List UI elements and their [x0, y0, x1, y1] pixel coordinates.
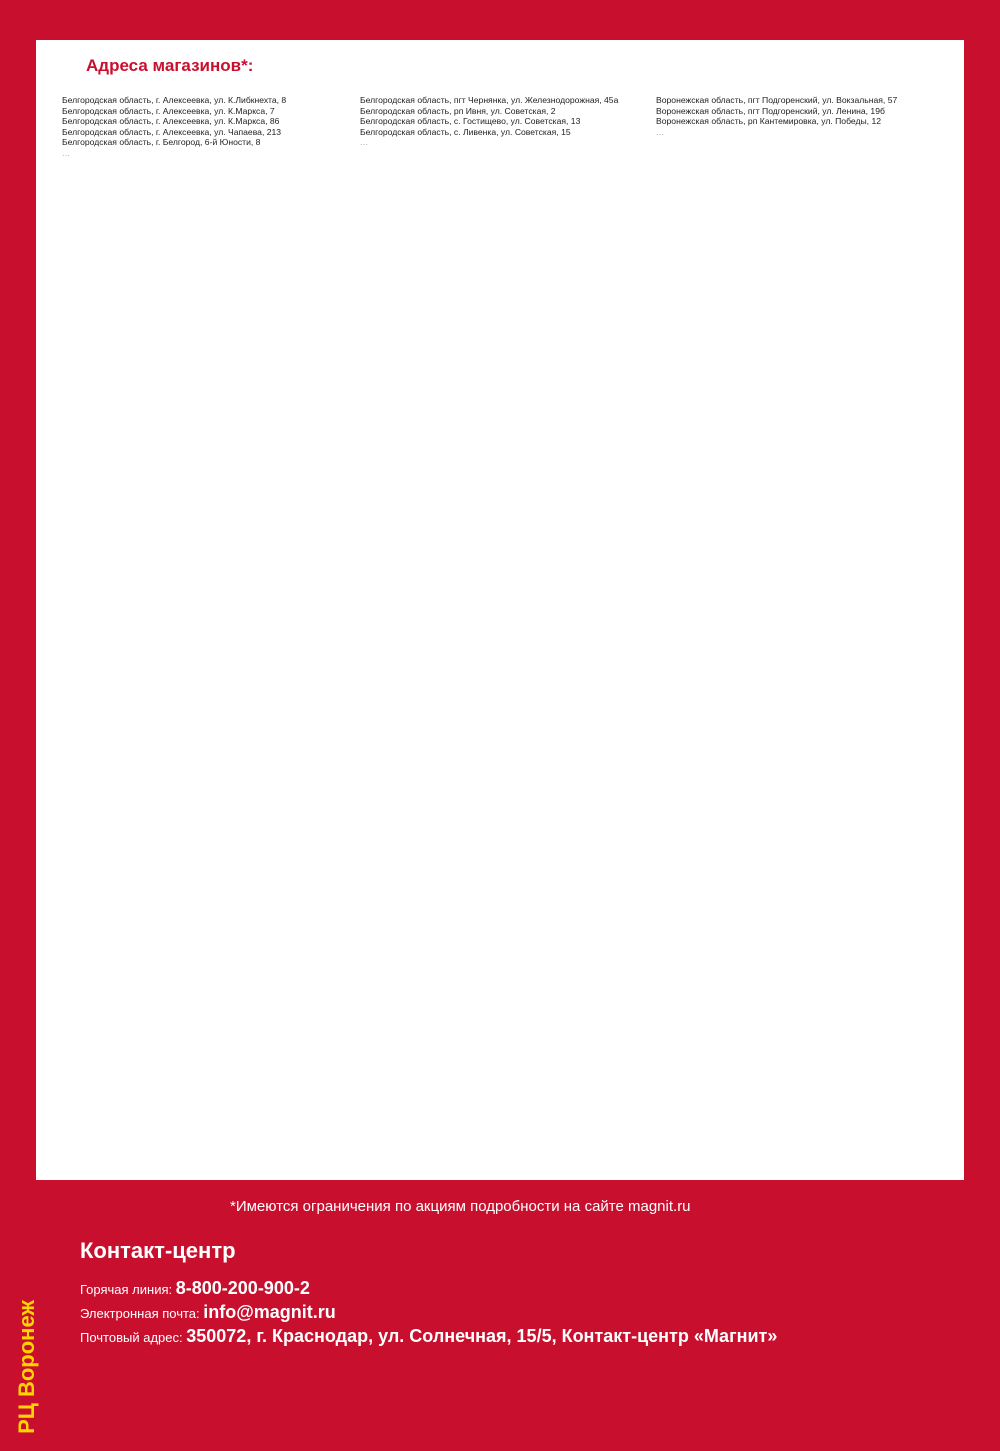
address-line: Белгородская область, с. Гостищево, ул. Советская, 13	[360, 116, 581, 126]
address-line: Белгородская область, с. Ливенка, ул. Советская, 15	[360, 126, 571, 137]
address-line: Белгородская область, пгт Чернянка, ул. Железнодорожная, 45а	[360, 95, 619, 105]
email-row	[80, 1302, 336, 1323]
address-panel	[36, 40, 964, 1180]
address-line: Воронежская область, пгт Подгоренский, ул. Вокзальная, 57	[656, 95, 898, 105]
post-address: 350072, г. Краснодар, ул. Солнечная, 15/5, Контакт-центр «Магнит»	[186, 1326, 778, 1346]
address-column-3	[656, 95, 948, 137]
hotline-row	[80, 1278, 310, 1299]
footer	[0, 1180, 1000, 1451]
address-column-2	[360, 95, 652, 148]
address-line: Белгородская область, г. Алексеевка, ул. К.Маркса, 86	[62, 116, 280, 126]
hotline-label: Горячая линия:	[80, 1282, 173, 1297]
omitted-marker: …	[360, 137, 369, 147]
address-line: Воронежская область, пгт Подгоренский, ул. Ленина, 19б	[656, 105, 885, 116]
omitted-marker: …	[656, 126, 665, 137]
address-line: Воронежская область, рп Кантемировка, ул. Победы, 12	[656, 116, 882, 126]
post-row	[80, 1326, 777, 1347]
address-line: Белгородская область, рп Ивня, ул. Советская, 2	[360, 105, 556, 116]
contact-title: Контакт-центр	[80, 1238, 236, 1263]
address-column-1	[62, 95, 354, 158]
region-label: РЦ Воронеж	[14, 1300, 39, 1434]
email-link[interactable]: info@magnit.ru	[203, 1302, 336, 1322]
email-label: Электронная почта:	[80, 1306, 200, 1321]
page-title: Адреса магазинов*:	[86, 56, 254, 75]
disclaimer: *Имеются ограничения по акциям подробности на сайте magnit.ru	[230, 1198, 691, 1215]
hotline-number[interactable]: 8-800-200-900-2	[175, 1278, 310, 1298]
address-line: Белгородская область, г. Алексеевка, ул. К.Либкнехта, 8	[62, 95, 287, 105]
post-label: Почтовый адрес:	[80, 1330, 183, 1345]
address-line: Белгородская область, г. Белгород, 6-й Юности, 8	[62, 137, 261, 147]
omitted-marker: …	[62, 147, 71, 158]
address-line: Белгородская область, г. Алексеевка, ул. Чапаева, 213	[62, 126, 282, 137]
address-line: Белгородская область, г. Алексеевка, ул. К.Маркса, 7	[62, 105, 275, 116]
